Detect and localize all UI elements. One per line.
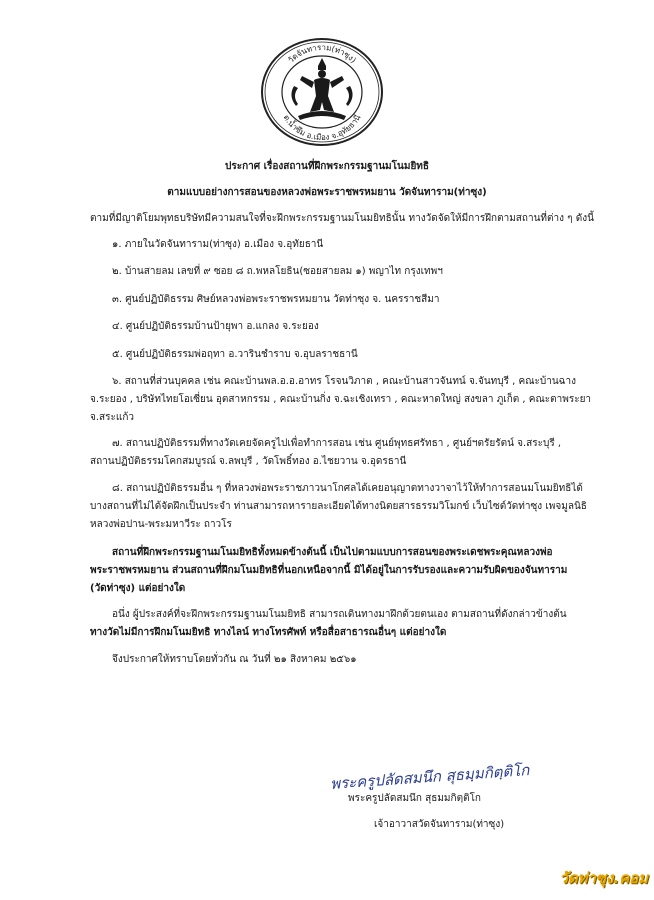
list-item-continuation: จ.ระยอง , บริษัทไทยโอเซี่ยน อุตสาหกรรม , คณะบ้านกิ่ง จ.ฉะเชิงเทรา , คณะหาดใหญ่ สงขลา ภูเก็ต , คณะตาพระยา (90, 394, 592, 405)
list-item: ๖. สถานที่ส่วนบุคคล เช่น คณะบ้านพล.อ.อ.อาทร โรจนวิภาต , คณะบ้านสาวจันทน์ จ.จันทบุรี , คณะบ้านฉาง (112, 376, 576, 387)
seal-top-text: วัดจันทาราม(ท่าซุง) (286, 42, 358, 65)
temple-seal-icon (258, 36, 386, 148)
site-watermark: วัดท่าซุง.คอม (559, 869, 648, 887)
list-item-continuation: หลวงพ่อปาน-พระมหาวีระ ถาวโร (90, 519, 232, 530)
list-item: ๕. ศูนย์ปฏิบัติธรรมพ่อฤทา อ.วารินชำราบ จ.อุบลราชธานี (112, 349, 358, 360)
signer-name: พระครูปลัดสมนึก สุธมมกิตฺติโก (348, 793, 481, 804)
intro-text: ตามที่มีญาติโยมพุทธบริษัทมีความสนใจที่จะฝึกพระกรรมฐานมโนมยิทธินั้น ทางวัดจัดให้มีการฝึกตามสถานที่ต่าง ๆ ดังนี้ (90, 213, 594, 224)
list-item: ๒. บ้านสายลม เลขที่ ๙ ซอย ๘ ถ.พหลโยธิน(ซอยสายลม ๑) พญาไท กรุงเทพฯ (112, 266, 443, 277)
list-item: ๔. ศูนย์ปฏิบัติธรรมบ้านป้ายุพา อ.แกลง จ.ระยอง (112, 321, 319, 332)
notice-bold-text: สถานที่ฝึกพระกรรมฐานมโนมยิทธิทั้งหมดข้างต้นนี้ เป็นไปตามแบบการสอนของพระเดชพระคุณหลวงพ่อ (112, 547, 553, 558)
list-item-continuation: สถานปฏิบัติธรรมโคกสมบูรณ์ จ.ลพบุรี , วัดโพธิ์ทอง อ.ไชยวาน จ.อุดรธานี (90, 456, 407, 467)
signature: พระครูปลัดสมนึก สุธมฺมกิตฺติโก (329, 761, 530, 793)
page-title: ประกาศ เรื่องสถานที่ฝึกพระกรรมฐานมโนมยิทธิ (224, 161, 430, 172)
announce-date: จึงประกาศให้ทราบโดยทั่วกัน ณ วันที่ ๒๑ สิงหาคม ๒๕๖๑ (112, 654, 357, 665)
seal-bottom-text: ต.น้ำซึม อ.เมือง จ.อุทัยธานี (281, 113, 363, 143)
page-subtitle: ตามแบบอย่างการสอนของหลวงพ่อพระราชพรหมยาน วัดจันทาราม(ท่าซุง) (167, 187, 487, 198)
list-item-continuation: จ.สระแก้ว (90, 412, 134, 423)
list-item: ๗. สถานปฏิบัติธรรมที่ทางวัดเคยจัดครูไปเพื่อทำการสอน เช่น ศูนย์พุทธศรัทธา , ศูนย์ฯตรัยรัตน์ จ.สระบุรี , (112, 438, 562, 449)
notice-bold-text: พระราชพรหมยาน ส่วนสถานที่ฝึกมโนมยิทธิที่นอกเหนือจากนี้ มิได้อยู่ในการรับรองและความรับผิดของจันทาราม (90, 565, 568, 576)
notice-text: อนึ่ง ผู้ประสงค์ที่จะฝึกพระกรรมฐานมโนมยิทธิ สามารถเดินทางมาฝึกด้วยตนเอง ตามสถานที่ดังกล่าวข้างต้น (112, 609, 567, 620)
notice-bold-text: (วัดท่าซุง) แต่อย่างใด (90, 583, 186, 594)
deity-figure-icon (291, 58, 352, 120)
list-item: ๓. ศูนย์ปฏิบัติธรรม ศิษย์หลวงพ่อพระราชพรหมยาน วัดท่าซุง จ. นครราชสีมา (112, 294, 440, 305)
list-item: ๘. สถานปฏิบัติธรรมอื่น ๆ ที่หลวงพ่อพระราชภาวนาโกศลได้เคยอนุญาตทางวาจาไว้ให้ทำการสอนมโนมยิทธิได้ (112, 483, 583, 494)
list-item-continuation: บางสถานที่ไม่ได้จัดฝึกเป็นประจำ ท่านสามารถหารายละเอียดได้ทางนิตยสารธรรมวิโมกข์ เว็บไซต์วัดท่าซุง เพจมูลนิธิ (90, 501, 587, 512)
notice-bold-text: ทางวัดไม่มีการฝึกมโนมยิทธิ ทางไลน์ ทางโทรศัพท์ หรือสื่อสาธารณอื่นๆ แต่อย่างใด (90, 627, 447, 638)
list-item: ๑. ภายในวัดจันทาราม(ท่าซุง) อ.เมือง จ.อุทัยธานี (112, 239, 324, 250)
signer-title: เจ้าอาวาสวัดจันทาราม(ท่าซุง) (374, 819, 505, 830)
